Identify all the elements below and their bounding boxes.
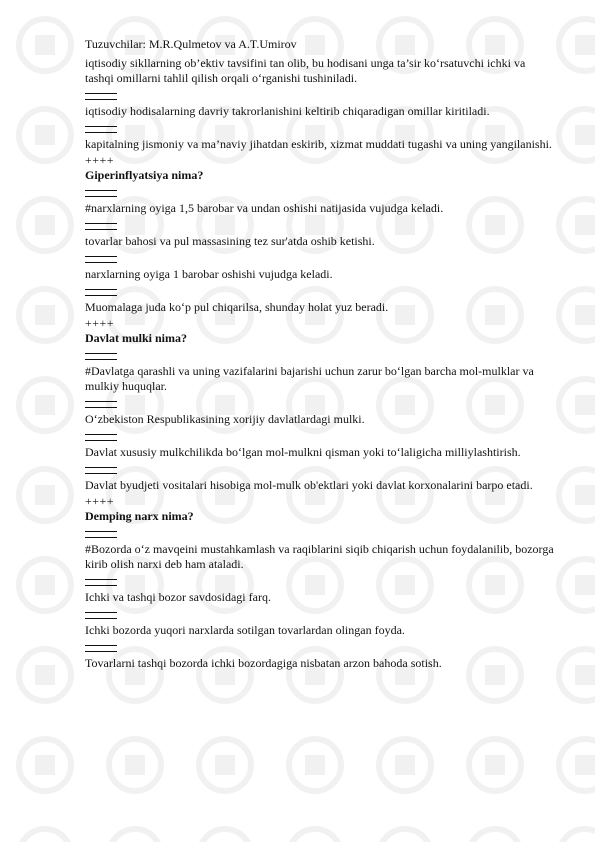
intro-paragraph: iqtisodiy sikllarning ob’ektiv tavsifini tan olib, bu hodisani unga ta’sir ko‘rsatuvchi ichki va tashqi omillarni tahlil qilish orqali o‘rganishi tushiniladi. — [85, 56, 526, 85]
author-header: Tuzuvchilar: M.R.Qulmetov va A.T.Umirov — [85, 37, 297, 51]
answer-separator — [85, 612, 117, 619]
answer-separator — [85, 190, 117, 197]
answer-item: O‘zbekiston Respublikasining xorijiy davlatlardagi mulki. — [85, 412, 365, 426]
answer-separator — [85, 467, 117, 474]
question-marker: ++++ — [85, 316, 115, 330]
answer-item: Ichki bozorda yuqori narxlarda sotilgan tovarlardan olingan foyda. — [85, 623, 405, 637]
answer-item: #Davlatga qarashli va uning vazifalarini bajarishi uchun zarur bo‘lgan barcha mol-mulklar va mulkiy huquqlar. — [85, 364, 534, 393]
answer-item: #narxlarning oyiga 1,5 barobar va undan oshishi natijasida vujudga keladi. — [85, 201, 444, 215]
question-title: Davlat mulki nima? — [85, 331, 188, 345]
answer-item: #Bozorda o‘z mavqeini mustahkamlash va raqiblarini siqib chiqarish uchun foydalanilib, bozorga kirib olish narxi deb ham ataladi. — [85, 542, 554, 571]
answer-item: tovarlar bahosi va pul massasining tez sur'atda oshib ketishi. — [85, 234, 375, 248]
answer-item: Ichki va tashqi bozor savdosidagi farq. — [85, 590, 271, 604]
answer-item: Muomalaga juda ko‘p pul chiqarilsa, shunday holat yuz beradi. — [85, 300, 389, 314]
answer-separator — [85, 531, 117, 538]
question-title: Demping narx nima? — [85, 509, 194, 523]
answer-item: Davlat byudjeti vositalari hisobiga mol-mulk ob'ektlari yoki davlat korxonalarini barpo etadi. — [85, 478, 533, 492]
answer-separator — [85, 434, 117, 441]
question-title: Giperinflyatsiya nima? — [85, 168, 204, 182]
question-marker: ++++ — [85, 153, 115, 167]
answer-item: Tovarlarni tashqi bozorda ichki bozordagiga nisbatan arzon bahoda sotish. — [85, 656, 442, 670]
answer-separator — [85, 223, 117, 230]
option-item: iqtisodiy hodisalarning davriy takrorlanishini keltirib chiqaradigan omillar kiritiladi. — [85, 104, 490, 118]
question-marker: ++++ — [85, 494, 115, 508]
answer-separator — [85, 256, 117, 263]
answer-separator — [85, 401, 117, 408]
answer-item: Davlat xususiy mulkchilikda bo‘lgan mol-mulkni qisman yoki to‘laligicha milliylashtirish. — [85, 445, 521, 459]
answer-separator — [85, 579, 117, 586]
answer-separator — [85, 126, 117, 133]
answer-separator — [85, 353, 117, 360]
answer-separator — [85, 645, 117, 652]
answer-separator — [85, 93, 117, 100]
document-content — [85, 37, 555, 671]
answer-item: narxlarning oyiga 1 barobar oshishi vujudga keladi. — [85, 267, 333, 281]
answer-separator — [85, 289, 117, 296]
option-item: kapitalning jismoniy va ma’naviy jihatdan eskirib, xizmat muddati tugashi va uning yangilanishi. — [85, 137, 552, 151]
